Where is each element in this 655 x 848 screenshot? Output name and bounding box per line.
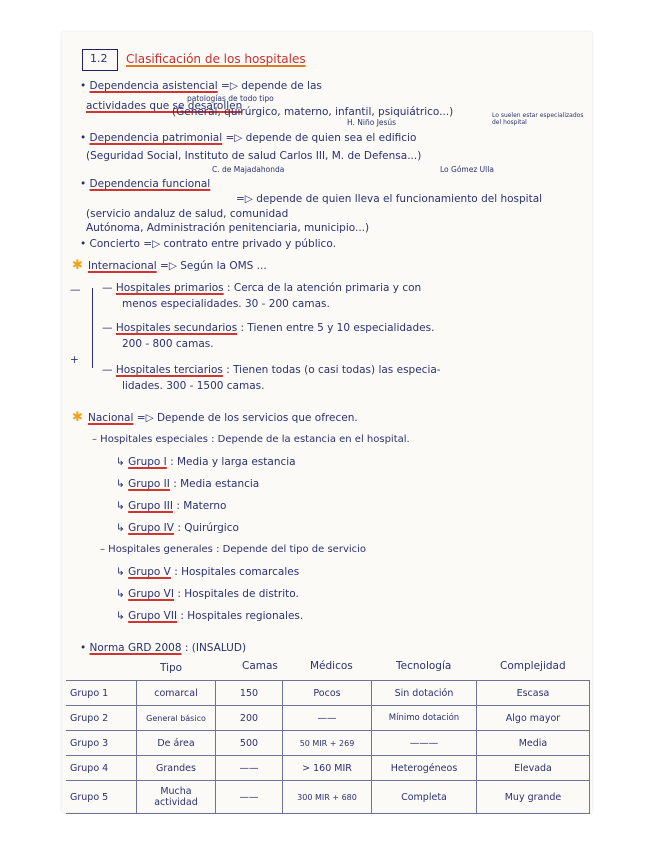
bullet-concierto: • Concierto =▷ contrato entre privado y público. <box>80 238 336 250</box>
note-majadahonda: C. de Majadahonda <box>212 165 285 174</box>
term-internacional: Internacional <box>88 260 157 272</box>
table-cell: Grupo 3 <box>66 731 137 756</box>
grupo-3-row: ↳ Grupo III : Materno <box>116 500 227 512</box>
table-cell: De área <box>137 731 216 756</box>
bullet-patrimonial: • Dependencia patrimonial =▷ depende de quien sea el edificio <box>80 132 417 144</box>
table-cell: —— <box>283 706 372 731</box>
note-gomez-ulla: Lo Gómez Ulla <box>440 165 494 174</box>
classification-table <box>66 680 590 814</box>
table-cell: —— <box>216 756 283 781</box>
table-row <box>66 756 590 781</box>
table-cell: 500 <box>216 731 283 756</box>
table-cell: Pocos <box>283 681 372 706</box>
table-row <box>66 781 590 814</box>
terciarios-line2: lidades. 300 - 1500 camas. <box>122 380 265 392</box>
plus-sign: + <box>70 354 79 366</box>
table-cell: Grupo 2 <box>66 706 137 731</box>
minus-sign: — <box>70 284 81 296</box>
grupo-6-label: Grupo VI <box>128 588 174 600</box>
table-cell: Mínimo dotación <box>372 706 477 731</box>
col-header-complejidad: Complejidad <box>500 660 566 672</box>
term-patrimonial: Dependencia patrimonial <box>89 132 223 144</box>
note-nino-jesus: H. Niño Jesús <box>347 118 397 127</box>
term-nacional: Nacional <box>88 412 134 424</box>
term-funcional: Dependencia funcional <box>89 178 211 190</box>
table-cell: > 160 MIR <box>283 756 372 781</box>
grupo-2-label: Grupo II <box>128 478 170 490</box>
table-cell: 150 <box>216 681 283 706</box>
internacional-text: =▷ Según la OMS ... <box>160 260 267 272</box>
term-terciarios: Hospitales terciarios <box>115 364 223 376</box>
asistencial-paren: (General, quirúrgico, materno, infantil, psiquiátrico...) <box>172 106 454 118</box>
table-row <box>66 681 590 706</box>
grupo-7-label: Grupo VII <box>128 610 178 622</box>
term-primarios: Hospitales primarios <box>115 282 224 294</box>
bullet-funcional: • Dependencia funcional <box>80 178 211 190</box>
col-header-tecnologia: Tecnología <box>396 660 452 672</box>
table-cell: Algo mayor <box>477 706 590 731</box>
table-cell: Muy grande <box>477 781 590 814</box>
table-cell: 200 <box>216 706 283 731</box>
hospitales-generales: – Hospitales generales : Depende del tipo de servicio <box>100 544 367 555</box>
col-header-camas: Camas <box>242 660 278 672</box>
asistencial-arrow: =▷ depende de las <box>221 80 322 92</box>
table-cell: Escasa <box>477 681 590 706</box>
table-cell: Grandes <box>137 756 216 781</box>
sub-secundarios: — Hospitales secundarios : Tienen entre 5 y 10 especialidades. <box>102 322 435 334</box>
table-cell: Mucha actividad <box>137 781 216 814</box>
grupo-3-label: Grupo III <box>128 500 173 512</box>
col-header-medicos: Médicos <box>310 660 353 672</box>
table-cell: Grupo 1 <box>66 681 137 706</box>
grupo-6-row: ↳ Grupo VI : Hospitales de distrito. <box>116 588 299 600</box>
table-cell: General básico <box>137 706 216 731</box>
table-cell: Grupo 4 <box>66 756 137 781</box>
col-header-tipo: Tipo <box>160 662 183 674</box>
table-row <box>66 706 590 731</box>
grupo-3-desc: : Materno <box>176 500 227 512</box>
table-cell: comarcal <box>137 681 216 706</box>
grupo-6-desc: : Hospitales de distrito. <box>177 588 299 600</box>
table-cell: Media <box>477 731 590 756</box>
patrimonial-line2: (Seguridad Social, Instituto de salud Carlos III, M. de Defensa...) <box>86 150 422 162</box>
grupo-7-desc: : Hospitales regionales. <box>180 610 304 622</box>
term-asistencial: Dependencia asistencial <box>89 80 218 92</box>
grupo-2-row: ↳ Grupo II : Media estancia <box>116 478 260 490</box>
page-title: Clasificación de los hospitales <box>126 52 306 66</box>
grupo-5-desc: : Hospitales comarcales <box>174 566 300 578</box>
bullet-norma: • Norma GRD 2008 : (INSALUD) <box>80 642 247 654</box>
star-icon: ✱ <box>72 410 83 425</box>
primarios-line2: menos especialidades. 30 - 200 camas. <box>122 298 330 310</box>
nacional-text: =▷ Depende de los servicios que ofrecen. <box>136 412 358 424</box>
table-cell: Completa <box>372 781 477 814</box>
patrimonial-text: =▷ depende de quien sea el edificio <box>225 132 417 144</box>
grupo-4-desc: : Quirúrgico <box>177 522 239 534</box>
notebook-page <box>62 32 592 812</box>
sub-primarios: — Hospitales primarios : Cerca de la atención primaria y con <box>102 282 422 294</box>
grupo-5-row: ↳ Grupo V : Hospitales comarcales <box>116 566 300 578</box>
table-cell: Elevada <box>477 756 590 781</box>
star-icon: ✱ <box>72 258 83 273</box>
grupo-4-label: Grupo IV <box>128 522 174 534</box>
secundarios-line2: 200 - 800 camas. <box>122 338 214 350</box>
sub-terciarios: — Hospitales terciarios : Tienen todas (o casi todas) las especia- <box>102 364 441 376</box>
table-cell: 50 MIR + 269 <box>283 731 372 756</box>
funcional-line2: Autónoma, Administración penitenciaria, municipio...) <box>86 222 370 234</box>
funcional-line1: =▷ depende de quien lleva el funcionamiento del hospital (servicio andaluz de salud, comunidad <box>86 193 543 220</box>
grupo-4-row: ↳ Grupo IV : Quirúrgico <box>116 522 239 534</box>
norma-suffix: : (INSALUD) <box>184 642 247 654</box>
table-cell: Grupo 5 <box>66 781 137 814</box>
secundarios-text: : Tienen entre 5 y 10 especialidades. <box>240 322 435 334</box>
table-row <box>66 731 590 756</box>
scale-arrow-line <box>92 288 93 368</box>
bullet-asistencial: • Dependencia asistencial =▷ depende de las <box>80 80 322 92</box>
asistencial-emph: actividades que se desarollen <box>86 100 243 112</box>
grupo-1-row: ↳ Grupo I : Media y larga estancia <box>116 456 296 468</box>
table-cell: Heterogéneos <box>372 756 477 781</box>
grupo-5-label: Grupo V <box>128 566 171 578</box>
grupo-2-desc: : Media estancia <box>173 478 260 490</box>
hospitales-especiales: – Hospitales especiales : Depende de la estancia en el hospital. <box>92 434 410 445</box>
bullet-internacional <box>88 260 267 272</box>
note-patologias: patologías de todo tipo <box>187 94 274 103</box>
terciarios-text: : Tienen todas (o casi todas) las especia- <box>226 364 441 376</box>
grupo-7-row: ↳ Grupo VII : Hospitales regionales. <box>116 610 304 622</box>
title-number: 1.2 <box>90 52 108 65</box>
grupo-1-desc: : Media y larga estancia <box>170 456 296 468</box>
table-cell: Sin dotación <box>372 681 477 706</box>
note-especializados: Lo suelen estar especializados del hospital <box>492 112 584 126</box>
term-norma: Norma GRD 2008 <box>89 642 182 654</box>
table-cell: ——— <box>372 731 477 756</box>
term-secundarios: Hospitales secundarios <box>115 322 238 334</box>
primarios-text: : Cerca de la atención primaria y con <box>227 282 422 294</box>
grupo-1-label: Grupo I <box>128 456 167 468</box>
bullet-nacional <box>88 412 358 424</box>
table-cell: —— <box>216 781 283 814</box>
table-cell: 300 MIR + 680 <box>283 781 372 814</box>
